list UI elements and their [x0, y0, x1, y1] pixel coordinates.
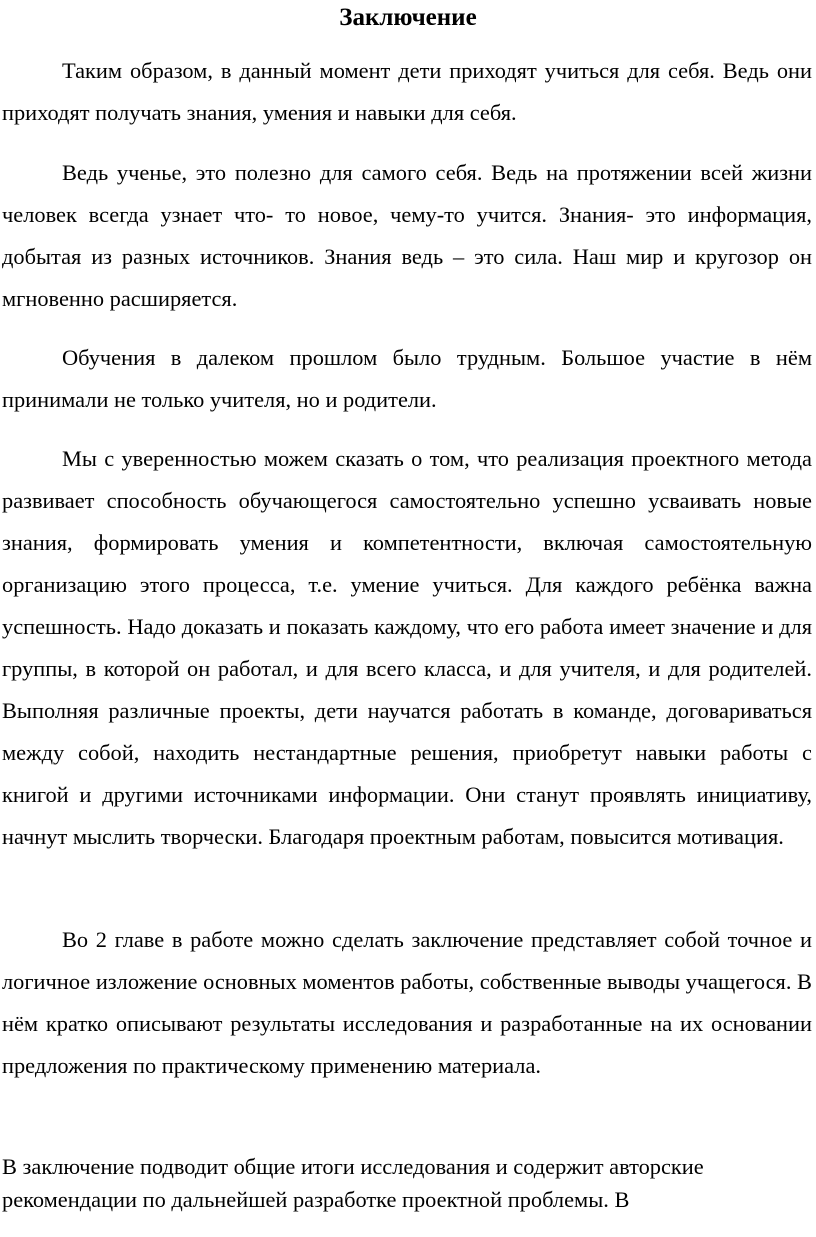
paragraph-3: Обучения в далеком прошлом было трудным. Большое участие в нём принимали не только учителя, но и родители.: [2, 345, 812, 412]
paragraph-4: Мы с уверенностью можем сказать о том, что реализация проектного метода развивает способность обучающегося самостоятельно успешно усваивать новые знания, формировать умения и компетентности, включая самостоятельную организацию этого процесса, т.е. умение учиться. Для каждого ребёнка важна успешность. Надо доказать и показать каждому, что его работа имеет значение и для группы, в которой он работал, и для всего класса, и для учителя, и для родителей. Выполняя различные проекты, дети научатся работать в команде, договариваться между собой, находить нестандартные решения, приобретут навыки работы с книгой и другими источниками информации. Они станут проявлять инициативу, начнут мыслить творчески. Благодаря проектным работам, повысится мотивация.: [2, 446, 812, 849]
paragraph-6: В заключение подводит общие итоги исследования и содержит авторские рекомендации по дальнейшей разработке проектной проблемы. В: [2, 1154, 704, 1212]
paragraph-2: Ведь ученье, это полезно для самого себя. Ведь на протяжении всей жизни человек всегда узнает что- то новое, чему-то учится. Знания- это информация, добытая из разных источников. Знания ведь – это сила. Наш мир и кругозор он мгновенно расширяется.: [2, 160, 812, 311]
paragraph-5: Во 2 главе в работе можно сделать заключение представляет собой точное и логичное изложение основных моментов работы, собственные выводы учащегося. В нём кратко описывают результаты исследования и разработанные на их основании предложения по практическому применению материала.: [2, 927, 812, 1078]
page-title: Заключение: [339, 4, 477, 31]
paragraph-1: Таким образом, в данный момент дети приходят учиться для себя. Ведь они приходят получать знания, умения и навыки для себя.: [2, 58, 812, 125]
